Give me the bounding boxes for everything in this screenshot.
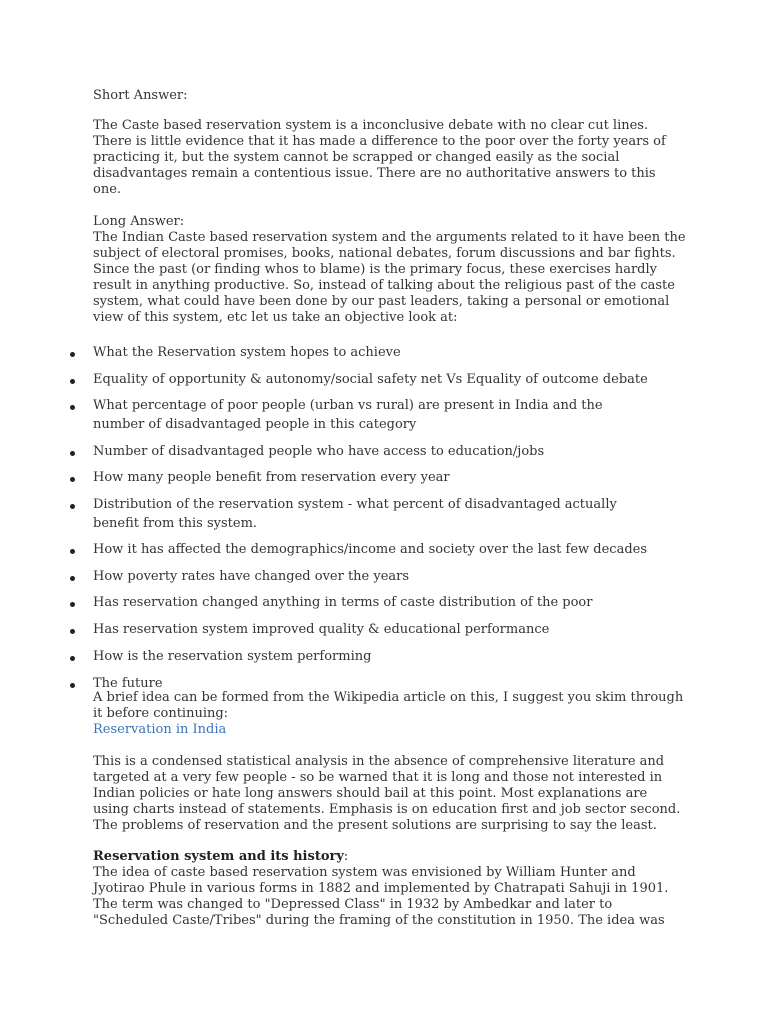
- bullet-icon: [70, 477, 75, 482]
- bullet-icon: [70, 656, 75, 661]
- text-line: system, what could have been done by our past leaders, taking a personal or emotional: [93, 294, 670, 309]
- bullet-item: How poverty rates have changed over the years: [93, 569, 410, 584]
- reservation-in-india-link[interactable]: Reservation in India: [93, 722, 227, 737]
- long-answer-heading: Long Answer:: [93, 214, 185, 229]
- text-line: The term was changed to "Depressed Class" in 1932 by Ambedkar and later to: [93, 897, 613, 912]
- text-line: using charts instead of statements. Emphasis is on education first and job sector second.: [93, 802, 681, 817]
- bullet-icon: [70, 576, 75, 581]
- bullet-item: What the Reservation system hopes to achieve: [93, 345, 401, 360]
- text-line: There is little evidence that it has made a difference to the poor over the forty years of: [93, 134, 666, 149]
- bullet-item: number of disadvantaged people in this category: [93, 417, 417, 432]
- text-line: This is a condensed statistical analysis in the absence of comprehensive literature and: [93, 754, 665, 769]
- bullet-icon: [70, 504, 75, 509]
- text-line: disadvantages remain a contentious issue. There are no authoritative answers to this: [93, 166, 656, 181]
- bullet-item: benefit from this system.: [93, 516, 258, 531]
- bullet-item: How it has affected the demographics/income and society over the last few decades: [93, 542, 648, 557]
- bullet-icon: [70, 451, 75, 456]
- bullet-item: Equality of opportunity & autonomy/social safety net Vs Equality of outcome debate: [93, 372, 648, 387]
- bullet-item: What percentage of poor people (urban vs rural) are present in India and the: [93, 398, 603, 413]
- text-line: The Indian Caste based reservation system and the arguments related to it have been the: [93, 230, 686, 245]
- bullet-item: How many people benefit from reservation every year: [93, 470, 450, 485]
- text-line: subject of electoral promises, books, national debates, forum discussions and bar fights.: [93, 246, 676, 261]
- text-line: practicing it, but the system cannot be scrapped or changed easily as the social: [93, 150, 620, 165]
- text-line: The idea of caste based reservation system was envisioned by William Hunter and: [93, 865, 636, 880]
- text-line: Jyotirao Phule in various forms in 1882 and implemented by Chatrapati Sahuji in 1901.: [93, 881, 669, 896]
- bullet-item: How is the reservation system performing: [93, 649, 372, 664]
- history-heading-text: Reservation system and its history: [93, 849, 344, 864]
- text-line: it before continuing:: [93, 706, 229, 721]
- text-line: A brief idea can be formed from the Wikipedia article on this, I suggest you skim through: [93, 690, 684, 705]
- bullet-item: Has reservation system improved quality & educational performance: [93, 622, 550, 637]
- text-line: The problems of reservation and the present solutions are surprising to say the least.: [93, 818, 657, 833]
- bullet-icon: [70, 379, 75, 384]
- text-line: one.: [93, 182, 122, 197]
- text-line: targeted at a very few people - so be warned that it is long and those not interested in: [93, 770, 663, 785]
- history-heading: [93, 849, 348, 865]
- bullet-icon: [70, 549, 75, 554]
- bullet-item: Number of disadvantaged people who have access to education/jobs: [93, 444, 545, 459]
- text-line: Indian policies or hate long answers should bail at this point. Most explanations are: [93, 786, 648, 801]
- bullet-icon: [70, 683, 75, 688]
- text-line: view of this system, etc let us take an objective look at:: [93, 310, 458, 325]
- text-line: Since the past (or finding whos to blame) is the primary focus, these exercises hardly: [93, 262, 657, 277]
- history-heading-colon: :: [343, 849, 349, 864]
- bullet-item: The future: [93, 676, 163, 691]
- short-answer-heading: Short Answer:: [93, 88, 188, 103]
- text-line: "Scheduled Caste/Tribes" during the framing of the constitution in 1950. The idea was: [93, 913, 665, 928]
- bullet-item: Has reservation changed anything in terms of caste distribution of the poor: [93, 595, 593, 610]
- bullet-icon: [70, 352, 75, 357]
- bullet-icon: [70, 629, 75, 634]
- bullet-icon: [70, 602, 75, 607]
- text-line: The Caste based reservation system is a inconclusive debate with no clear cut lines.: [93, 118, 649, 133]
- bullet-item: Distribution of the reservation system - what percent of disadvantaged actually: [93, 497, 617, 512]
- text-line: result in anything productive. So, instead of talking about the religious past of the caste: [93, 278, 675, 293]
- bullet-icon: [70, 405, 75, 410]
